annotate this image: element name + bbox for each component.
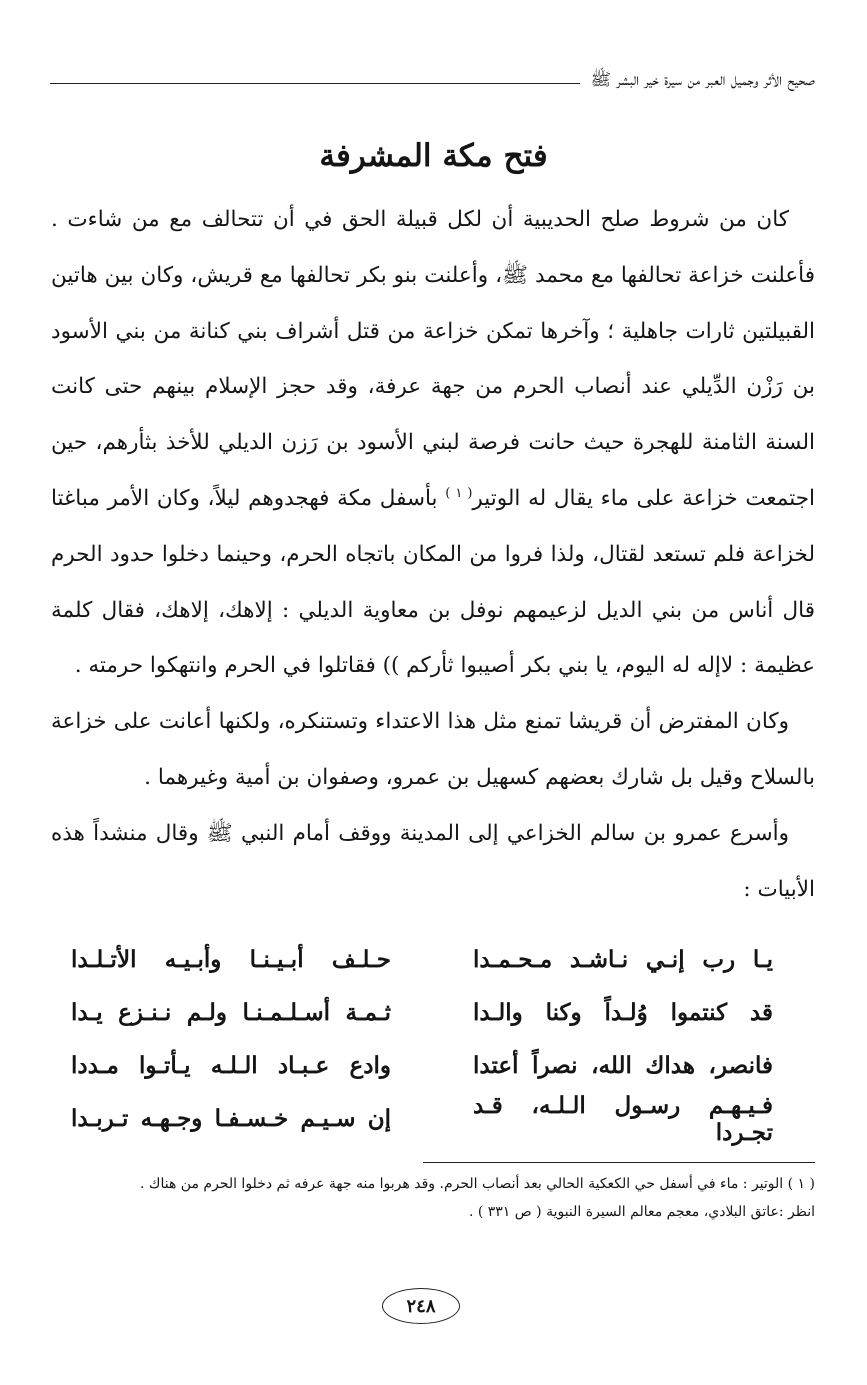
verse-first-hemistich: يـا رب إنـي نـاشـد مـحـمـدا: [473, 946, 773, 973]
running-header: [50, 66, 815, 96]
poem-verse: [51, 1092, 815, 1145]
paragraph-2: وكان المفترض أن قريشا تمنع مثل هذا الاعتداء وتستنكره، ولكنها أعانت على خزاعة بالسلاح وقيل بل شارك بعضهم كسهيل بن عمرو، وصفوان بن أمية وغيرهما .: [51, 709, 815, 790]
running-title: صحيح الأثر وجميل العبر من سيرة خير البشر ﷺ: [590, 69, 815, 90]
paragraph-3: وأسرع عمرو بن سالم الخزاعي إلى المدينة ووقف أمام النبي ﷺ وقال منشداً هذه الأبيات :: [51, 820, 815, 902]
header-rule: [50, 83, 580, 84]
verse-first-hemistich: فانصر، هداك الله، نصراً أعتدا: [473, 1052, 773, 1079]
paragraph-1-text: كان من شروط صلح الحديبية أن لكل قبيلة الحق في أن تتحالف مع من شاءت . فأعلنت خزاعة تحالفها مع محمد ﷺ، وأعلنت بنو بكر تحالفها مع قريش، وكان بين هاتين القبيلتين ثارات جاهلية ؛ وآخرها تمكن خزاعة من قتل أشراف بني كنانة من بني الأسود بن رَزْن الدِّيلي عند أنصاب الحرم من جهة عرفة، وقد حجز الإسلام بينهم حتى كانت السنة الثامنة للهجرة حيث حانت فرصة لبني الأسود بن رَزن الديلي للأخذ بثأرهم، حين اجتمعت خزاعة على ماء يقال له الوتير: [51, 207, 815, 511]
footnote-separator: [423, 1162, 815, 1163]
paragraph-1-continuation: بأسفل مكة فهجدوهم ليلاً، وكان الأمر مباغتا لخزاعة فلم تستعد لقتال، ولذا فروا من المكان باتجاه الحرم، وحينما دخلوا حدود الحرم قال أناس من بني الديل لزعيمهم نوفل بن معاوية الديلي : إلاهك، إلاهك، فقال كلمة عظيمة : لاإله له اليوم، يا بني بكر أصيبوا ثأركم )) فقاتلوا في الحرم وانتهكوا حرمته .: [51, 485, 815, 679]
verse-second-hemistich: حـلـف أبـيـنـا وأبـيـه الأتـلـدا: [71, 946, 391, 973]
page-number: ٢٤٨: [382, 1288, 460, 1324]
verse-first-hemistich: فـيـهـم رسـول الـلـه، قـد تجـردا: [473, 1091, 773, 1146]
verse-second-hemistich: وادع عـبـاد الـلـه يـأتـوا مـددا: [71, 1052, 391, 1079]
poem: [51, 933, 815, 1145]
verse-second-hemistich: إن سـيـم خـسـفـا وجـهـه تـربـدا: [71, 1105, 391, 1132]
footnote-reference: ( ١ ): [445, 485, 473, 501]
poem-verse: [51, 986, 815, 1039]
paragraph-1: [51, 192, 815, 694]
chapter-title: فتح مكة المشرفة: [319, 138, 548, 174]
verse-first-hemistich: قد كنتموا وُلـداً وكنا والـدا: [473, 999, 773, 1026]
poem-verse: [51, 933, 815, 986]
footnote-1: ( ١ ) الوتير : ماء في أسفل حي الكعكية الحالي بعد أنصاب الحرم. وقد هربوا منه جهة عرفه ثم دخلوا الحرم من هناك .: [140, 1176, 815, 1192]
poem-verse: [51, 1039, 815, 1092]
verse-second-hemistich: ثـمـة أسـلـمـنـا ولـم نـنـزع يـدا: [71, 999, 391, 1026]
footnote-source: انظر :عاتق البلادي، معجم معالم السيرة النبوية ( ص ٣٣١ ) .: [468, 1204, 815, 1220]
body-text: [51, 192, 815, 917]
footnotes: [25, 1170, 815, 1226]
